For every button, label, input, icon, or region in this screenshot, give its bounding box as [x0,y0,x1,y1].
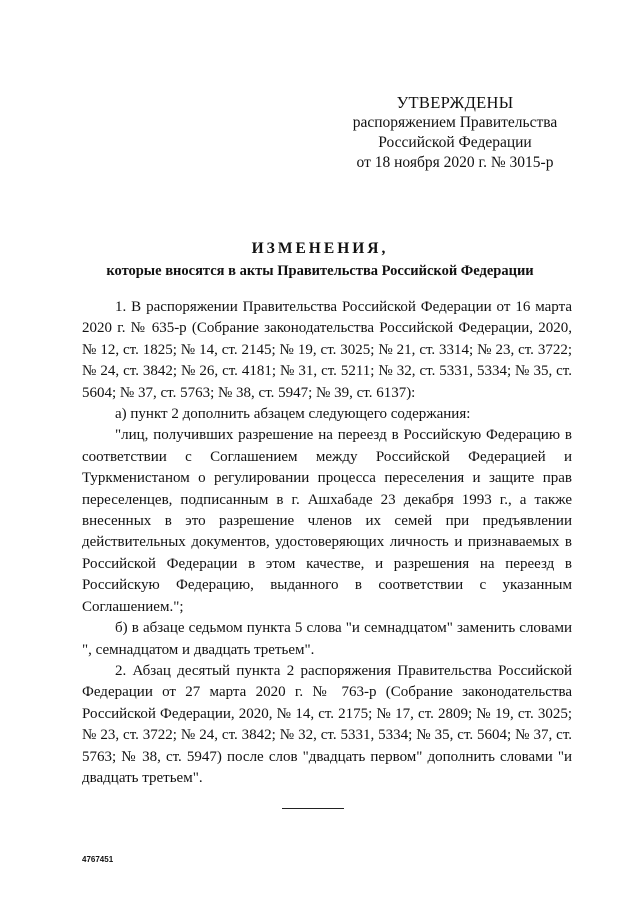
approval-line-1: распоряжением Правительства [352,114,558,131]
paragraph-1a: а) пункт 2 дополнить абзацем следующего содержания: [115,406,471,423]
document-subtitle: которые вносятся в акты Правительства Российской Федерации [106,263,534,279]
paragraph-1b: б) в абзаце седьмом пункта 5 слова "и семнадцатом" заменить словами ", семнадцатом и двадцать третьем". [82,620,572,658]
approval-line-3: от 18 ноября 2020 г. № 3015-р [356,154,554,171]
approval-line-2: Российской Федерации [378,134,532,151]
separator-line [282,808,344,809]
approval-stamp: УТВЕРЖДЕНЫ [396,93,514,112]
document-title: ИЗМЕНЕНИЯ, [251,240,389,257]
approval-block [330,93,580,173]
paragraph-1: 1. В распоряжении Правительства Российской Федерации от 16 марта 2020 г. № 635-р (Собрание законодательства Российской Федерации, 2020, № 12, ст. 1825; № 14, ст. 2145; № 19, ст. 3025; № 21, ст. 3314; № 23, ст. 3722; № 24, ст. 3842; № 26, ст. 4181; № 31, ст. 5211; № 32, ст. 5331, 5334; № 35, ст. 5604; № 37, ст. 5763; № 38, ст. 5947; № 39, ст. 6137): [82,299,572,401]
document-body [82,297,572,789]
document-number: 4767451 [82,855,114,864]
paragraph-1a-quote: "лиц, получивших разрешение на переезд в Российскую Федерацию в соответствии с Соглашением между Российской Федерацией и Туркменистаном о регулировании процесса переселения и защите прав переселенцев, подписанным в г. Ашхабаде 23 декабря 1993 г., а также внесенных в это разрешение членов их семей при предъявлении действительных документов, удостоверяющих личность и признаваемых в Российской Федерации в этом качестве, и разрешения на переезд в Российскую Федерацию, выданного в соответствии с указанным Соглашением."; [82,427,572,615]
paragraph-2: 2. Абзац десятый пункта 2 распоряжения Правительства Российской Федерации от 27 марта 2020 г. № 763-р (Собрание законодательства Российской Федерации, 2020, № 14, ст. 2175; № 17, ст. 2809; № 19, ст. 3025; № 23, ст. 3722; № 24, ст. 3842; № 32, ст. 5331, 5334; № 35, ст. 5604; № 37, ст. 5763; № 38, ст. 5947) после слов "двадцать первом" дополнить словами "и двадцать третьем". [82,662,572,786]
